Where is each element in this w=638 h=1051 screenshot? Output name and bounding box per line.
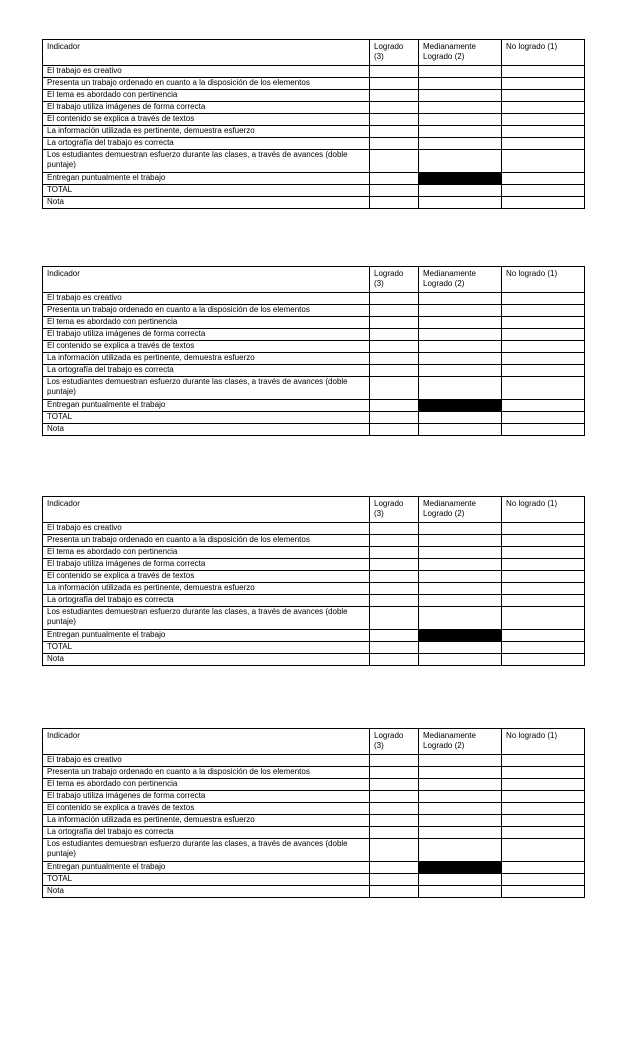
not-achieved-cell: [502, 559, 585, 571]
header-indicator: Indicador: [43, 729, 370, 755]
not-achieved-cell: [502, 293, 585, 305]
not-achieved-cell: [502, 839, 585, 862]
partial-cell: [419, 654, 502, 666]
achieved-cell: [370, 317, 419, 329]
indicator-cell: Nota: [43, 654, 370, 666]
not-achieved-cell: [502, 412, 585, 424]
achieved-cell: [370, 630, 419, 642]
table-row: [43, 815, 585, 827]
achieved-cell: [370, 377, 419, 400]
partial-cell: [419, 755, 502, 767]
table-row: [43, 377, 585, 400]
table-row: [43, 535, 585, 547]
not-achieved-cell: [502, 126, 585, 138]
achieved-cell: [370, 839, 419, 862]
not-achieved-cell: [502, 767, 585, 779]
table-row: [43, 571, 585, 583]
indicator-cell: El contenido se explica a través de textos: [43, 571, 370, 583]
indicator-cell: El tema es abordado con pertinencia: [43, 317, 370, 329]
not-achieved-cell: [502, 583, 585, 595]
not-achieved-cell: [502, 400, 585, 412]
indicator-cell: El trabajo es creativo: [43, 523, 370, 535]
achieved-cell: [370, 197, 419, 209]
indicator-cell: El contenido se explica a través de textos: [43, 341, 370, 353]
header-achieved: Logrado (3): [370, 40, 419, 66]
partial-cell: [419, 197, 502, 209]
partial-cell: [419, 839, 502, 862]
partial-cell: [419, 305, 502, 317]
achieved-cell: [370, 803, 419, 815]
table-row: [43, 839, 585, 862]
indicator-cell: El tema es abordado con pertinencia: [43, 90, 370, 102]
not-achieved-cell: [502, 365, 585, 377]
table-row: [43, 173, 585, 185]
table-row: [43, 305, 585, 317]
partial-cell: [419, 886, 502, 898]
achieved-cell: [370, 523, 419, 535]
indicator-cell: La información utilizada es pertinente, demuestra esfuerzo: [43, 583, 370, 595]
partial-cell: [419, 185, 502, 197]
achieved-cell: [370, 886, 419, 898]
achieved-cell: [370, 353, 419, 365]
partial-cell: [419, 412, 502, 424]
table-row: [43, 329, 585, 341]
table-row: [43, 185, 585, 197]
achieved-cell: [370, 642, 419, 654]
partial-cell: [419, 767, 502, 779]
table-row: [43, 293, 585, 305]
blocked-cell: [419, 400, 502, 412]
table-row: [43, 874, 585, 886]
indicator-cell: El trabajo es creativo: [43, 66, 370, 78]
indicator-cell: Los estudiantes demuestran esfuerzo durante las clases, a través de avances (doble puntaje): [43, 377, 370, 400]
achieved-cell: [370, 595, 419, 607]
achieved-cell: [370, 559, 419, 571]
table-row: [43, 197, 585, 209]
not-achieved-cell: [502, 642, 585, 654]
table-row: [43, 126, 585, 138]
indicator-cell: Presenta un trabajo ordenado en cuanto a la disposición de los elementos: [43, 78, 370, 90]
indicator-cell: Los estudiantes demuestran esfuerzo durante las clases, a través de avances (doble puntaje): [43, 839, 370, 862]
achieved-cell: [370, 755, 419, 767]
header-indicator: Indicador: [43, 497, 370, 523]
table-row: [43, 523, 585, 535]
not-achieved-cell: [502, 305, 585, 317]
table-row: [43, 90, 585, 102]
table-row: [43, 78, 585, 90]
partial-cell: [419, 779, 502, 791]
table-row: [43, 317, 585, 329]
header-not-achieved: No logrado (1): [502, 40, 585, 66]
indicator-cell: Los estudiantes demuestran esfuerzo durante las clases, a través de avances (doble puntaje): [43, 150, 370, 173]
table-row: [43, 341, 585, 353]
table-row: [43, 755, 585, 767]
indicator-cell: La ortografía del trabajo es correcta: [43, 138, 370, 150]
table-row: [43, 779, 585, 791]
achieved-cell: [370, 827, 419, 839]
table-row: [43, 424, 585, 436]
achieved-cell: [370, 547, 419, 559]
indicator-cell: El tema es abordado con pertinencia: [43, 779, 370, 791]
not-achieved-cell: [502, 377, 585, 400]
rubric-table-2: [42, 266, 585, 436]
achieved-cell: [370, 779, 419, 791]
not-achieved-cell: [502, 535, 585, 547]
table-row: [43, 791, 585, 803]
table-row: [43, 400, 585, 412]
achieved-cell: [370, 400, 419, 412]
indicator-cell: La información utilizada es pertinente, demuestra esfuerzo: [43, 126, 370, 138]
header-not-achieved: No logrado (1): [502, 497, 585, 523]
not-achieved-cell: [502, 815, 585, 827]
indicator-cell: El trabajo utiliza imágenes de forma correcta: [43, 791, 370, 803]
achieved-cell: [370, 173, 419, 185]
not-achieved-cell: [502, 779, 585, 791]
achieved-cell: [370, 78, 419, 90]
not-achieved-cell: [502, 595, 585, 607]
partial-cell: [419, 803, 502, 815]
not-achieved-cell: [502, 630, 585, 642]
table-row: [43, 365, 585, 377]
rubric-table-1: [42, 39, 585, 209]
table-row: [43, 412, 585, 424]
achieved-cell: [370, 114, 419, 126]
header-partial: Medianamente Logrado (2): [419, 267, 502, 293]
partial-cell: [419, 815, 502, 827]
not-achieved-cell: [502, 755, 585, 767]
blocked-cell: [419, 630, 502, 642]
not-achieved-cell: [502, 827, 585, 839]
not-achieved-cell: [502, 791, 585, 803]
achieved-cell: [370, 66, 419, 78]
partial-cell: [419, 424, 502, 436]
partial-cell: [419, 114, 502, 126]
header-achieved: Logrado (3): [370, 497, 419, 523]
achieved-cell: [370, 424, 419, 436]
table-row: [43, 862, 585, 874]
partial-cell: [419, 78, 502, 90]
indicator-cell: Nota: [43, 424, 370, 436]
achieved-cell: [370, 365, 419, 377]
partial-cell: [419, 547, 502, 559]
indicator-cell: La información utilizada es pertinente, demuestra esfuerzo: [43, 815, 370, 827]
header-row: [43, 497, 585, 523]
header-not-achieved: No logrado (1): [502, 267, 585, 293]
table-row: [43, 886, 585, 898]
achieved-cell: [370, 150, 419, 173]
indicator-cell: El trabajo utiliza imágenes de forma correcta: [43, 329, 370, 341]
achieved-cell: [370, 126, 419, 138]
achieved-cell: [370, 90, 419, 102]
partial-cell: [419, 595, 502, 607]
partial-cell: [419, 559, 502, 571]
achieved-cell: [370, 329, 419, 341]
table-row: [43, 642, 585, 654]
table-row: [43, 595, 585, 607]
not-achieved-cell: [502, 66, 585, 78]
indicator-cell: El trabajo es creativo: [43, 293, 370, 305]
header-row: [43, 729, 585, 755]
indicator-cell: El contenido se explica a través de textos: [43, 803, 370, 815]
not-achieved-cell: [502, 185, 585, 197]
header-indicator: Indicador: [43, 267, 370, 293]
not-achieved-cell: [502, 353, 585, 365]
not-achieved-cell: [502, 173, 585, 185]
not-achieved-cell: [502, 329, 585, 341]
achieved-cell: [370, 293, 419, 305]
indicator-cell: La ortografía del trabajo es correcta: [43, 595, 370, 607]
not-achieved-cell: [502, 862, 585, 874]
partial-cell: [419, 317, 502, 329]
indicator-cell: TOTAL: [43, 185, 370, 197]
not-achieved-cell: [502, 341, 585, 353]
indicator-cell: Entregan puntualmente el trabajo: [43, 400, 370, 412]
partial-cell: [419, 102, 502, 114]
not-achieved-cell: [502, 138, 585, 150]
partial-cell: [419, 293, 502, 305]
header-row: [43, 267, 585, 293]
partial-cell: [419, 150, 502, 173]
header-indicator: Indicador: [43, 40, 370, 66]
indicator-cell: TOTAL: [43, 412, 370, 424]
rubric-table-4: [42, 728, 585, 898]
indicator-cell: Entregan puntualmente el trabajo: [43, 173, 370, 185]
achieved-cell: [370, 305, 419, 317]
partial-cell: [419, 138, 502, 150]
indicator-cell: Presenta un trabajo ordenado en cuanto a la disposición de los elementos: [43, 767, 370, 779]
achieved-cell: [370, 654, 419, 666]
partial-cell: [419, 329, 502, 341]
partial-cell: [419, 90, 502, 102]
achieved-cell: [370, 767, 419, 779]
indicator-cell: La información utilizada es pertinente, demuestra esfuerzo: [43, 353, 370, 365]
table-row: [43, 547, 585, 559]
header-achieved: Logrado (3): [370, 267, 419, 293]
not-achieved-cell: [502, 886, 585, 898]
header-partial: Medianamente Logrado (2): [419, 40, 502, 66]
not-achieved-cell: [502, 90, 585, 102]
table-row: [43, 827, 585, 839]
partial-cell: [419, 607, 502, 630]
achieved-cell: [370, 138, 419, 150]
partial-cell: [419, 126, 502, 138]
indicator-cell: El trabajo utiliza imágenes de forma correcta: [43, 102, 370, 114]
table-row: [43, 559, 585, 571]
table-row: [43, 607, 585, 630]
achieved-cell: [370, 102, 419, 114]
table-row: [43, 66, 585, 78]
not-achieved-cell: [502, 607, 585, 630]
indicator-cell: Presenta un trabajo ordenado en cuanto a la disposición de los elementos: [43, 305, 370, 317]
partial-cell: [419, 791, 502, 803]
indicator-cell: El trabajo utiliza imágenes de forma correcta: [43, 559, 370, 571]
table-row: [43, 138, 585, 150]
achieved-cell: [370, 815, 419, 827]
not-achieved-cell: [502, 78, 585, 90]
not-achieved-cell: [502, 523, 585, 535]
not-achieved-cell: [502, 547, 585, 559]
table-row: [43, 630, 585, 642]
not-achieved-cell: [502, 874, 585, 886]
rubric-table-3: [42, 496, 585, 666]
indicator-cell: Entregan puntualmente el trabajo: [43, 630, 370, 642]
achieved-cell: [370, 535, 419, 547]
indicator-cell: Nota: [43, 886, 370, 898]
table-row: [43, 102, 585, 114]
achieved-cell: [370, 412, 419, 424]
blocked-cell: [419, 173, 502, 185]
indicator-cell: La ortografía del trabajo es correcta: [43, 365, 370, 377]
indicator-cell: Entregan puntualmente el trabajo: [43, 862, 370, 874]
header-partial: Medianamente Logrado (2): [419, 729, 502, 755]
header-achieved: Logrado (3): [370, 729, 419, 755]
header-row: [43, 40, 585, 66]
indicator-cell: La ortografía del trabajo es correcta: [43, 827, 370, 839]
indicator-cell: Los estudiantes demuestran esfuerzo durante las clases, a través de avances (doble puntaje): [43, 607, 370, 630]
indicator-cell: El tema es abordado con pertinencia: [43, 547, 370, 559]
not-achieved-cell: [502, 803, 585, 815]
achieved-cell: [370, 607, 419, 630]
table-row: [43, 114, 585, 126]
table-row: [43, 353, 585, 365]
header-partial: Medianamente Logrado (2): [419, 497, 502, 523]
achieved-cell: [370, 341, 419, 353]
table-row: [43, 654, 585, 666]
partial-cell: [419, 66, 502, 78]
partial-cell: [419, 583, 502, 595]
table-row: [43, 803, 585, 815]
header-not-achieved: No logrado (1): [502, 729, 585, 755]
partial-cell: [419, 535, 502, 547]
not-achieved-cell: [502, 317, 585, 329]
partial-cell: [419, 874, 502, 886]
indicator-cell: Presenta un trabajo ordenado en cuanto a la disposición de los elementos: [43, 535, 370, 547]
partial-cell: [419, 642, 502, 654]
partial-cell: [419, 571, 502, 583]
achieved-cell: [370, 583, 419, 595]
indicator-cell: Nota: [43, 197, 370, 209]
achieved-cell: [370, 571, 419, 583]
not-achieved-cell: [502, 571, 585, 583]
partial-cell: [419, 827, 502, 839]
achieved-cell: [370, 874, 419, 886]
not-achieved-cell: [502, 150, 585, 173]
partial-cell: [419, 341, 502, 353]
partial-cell: [419, 353, 502, 365]
table-row: [43, 150, 585, 173]
achieved-cell: [370, 862, 419, 874]
achieved-cell: [370, 185, 419, 197]
partial-cell: [419, 365, 502, 377]
not-achieved-cell: [502, 114, 585, 126]
indicator-cell: TOTAL: [43, 874, 370, 886]
table-row: [43, 767, 585, 779]
not-achieved-cell: [502, 197, 585, 209]
indicator-cell: El trabajo es creativo: [43, 755, 370, 767]
partial-cell: [419, 523, 502, 535]
not-achieved-cell: [502, 654, 585, 666]
not-achieved-cell: [502, 424, 585, 436]
indicator-cell: TOTAL: [43, 642, 370, 654]
blocked-cell: [419, 862, 502, 874]
not-achieved-cell: [502, 102, 585, 114]
indicator-cell: El contenido se explica a través de textos: [43, 114, 370, 126]
achieved-cell: [370, 791, 419, 803]
partial-cell: [419, 377, 502, 400]
table-row: [43, 583, 585, 595]
